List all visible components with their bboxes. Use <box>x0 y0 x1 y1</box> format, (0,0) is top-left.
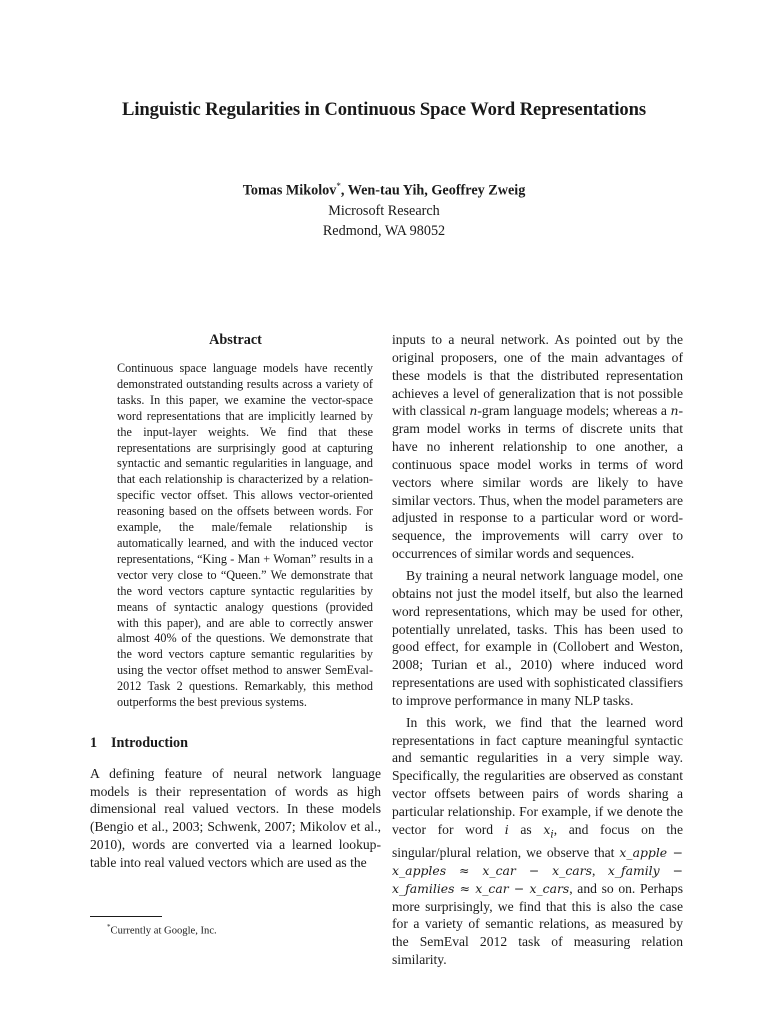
author-footnote-mark: * <box>336 181 341 191</box>
paper-title: Linguistic Regularities in Continuous Space Word Representations <box>122 99 646 120</box>
intro-paragraph-1-cont: inputs to a neural network. As pointed out by the original proposers, one of the main advantages of these models is that the distributed representation achieves a level of generalization that is not possible with classical n-gram language models; whereas a n-gram model works in terms of discrete units that have no inherent relationship to one another, a continuous space model works in terms of word vectors where similar words are likely to have similar vectors. Thus, when the model parameters are adjusted in response to a particular word or word-sequence, the improvements will carry over to occurrences of similar words and sequences. <box>392 332 684 562</box>
section-heading-introduction: 1 Introduction <box>90 734 188 751</box>
equation-family: x_family − x_families ≈ x_car − x_cars <box>392 862 683 896</box>
left-column <box>90 331 381 872</box>
footnote <box>90 916 381 938</box>
right-column <box>392 331 683 969</box>
author-block <box>0 176 768 241</box>
author-names: Tomas Mikolov*, Wen-tau Yih, Geoffrey Zweig <box>242 181 526 199</box>
intro-paragraph-2: By training a neural network language model, one obtains not just the model itself, but also the learned word representations, which may be used for other, potentially unrelated, tasks. This has been used to good effect, for example in (Collobert and Weston, 2008; Turian et al., 2010) where induced word representations are used with sophisticated classifiers to improve performance in many NLP tasks. <box>392 567 683 708</box>
abstract-text: Continuous space language models have recently demonstrated outstanding results across a variety of tasks. In this paper, we examine the vector-space word representations that are implicitly learned by the input-layer weights. We find that these representations are surprisingly good at capturing syntactic and semantic regularities in language, and that each relationship is characterized by a relation-specific vector offset. This allows vector-oriented reasoning based on the offsets between words. For example, the male/female relationship is automatically learned, and with the induced vector representations, “King - Man + Woman” results in a vector very close to “Queen.” We demonstrate that the word vectors capture syntactic regularities by means of syntactic analogy questions (provided with this paper), and are able to correctly answer almost 40% of the questions. We demonstrate that the word vectors capture semantic regularities by using the vector offset method to answer SemEval-2012 Task 2 questions. Remarkably, this method outperforms the best previous systems. <box>117 361 373 710</box>
equation-apple: x_apple − x_apples ≈ x_car − x_cars <box>392 845 683 878</box>
affiliation: Microsoft Research <box>328 202 440 219</box>
footnote-mark: * <box>107 923 111 931</box>
address: Redmond, WA 98052 <box>322 223 446 240</box>
intro-paragraph-1: A defining feature of neural network language models is their representation of words as high dimensional real valued vectors. In these models (Bengio et al., 2003; Schwenk, 2007; Mikolov et al., 2010), words are converted via a learned lookup-table into real valued vectors which are used as the <box>90 765 381 870</box>
section-number: 1 <box>90 734 98 751</box>
abstract-heading: Abstract <box>209 332 262 348</box>
intro-paragraph-3: In this work, we find that the learned word representations in fact capture meaningful syntactic and semantic regularities in a very simple way. Specifically, the regularities are observed as constant vector offsets between pairs of words sharing a particular relationship. For example, if we denote the vector for word i as $x_i$, and focus on the singular/plural relation, we observe that x_apple − x_apples ≈ x_car − x_cars, x_family − x_families ≈ x_car − x_cars, and so on. Perhaps more surprisingly, we find that this is also the case for a variety of semantic relations, as measured by the SemEval 2012 task of measuring relation similarity. <box>392 714 684 968</box>
footnote-rule <box>90 916 162 917</box>
footnote-text: Currently at Google, Inc. <box>110 925 217 937</box>
